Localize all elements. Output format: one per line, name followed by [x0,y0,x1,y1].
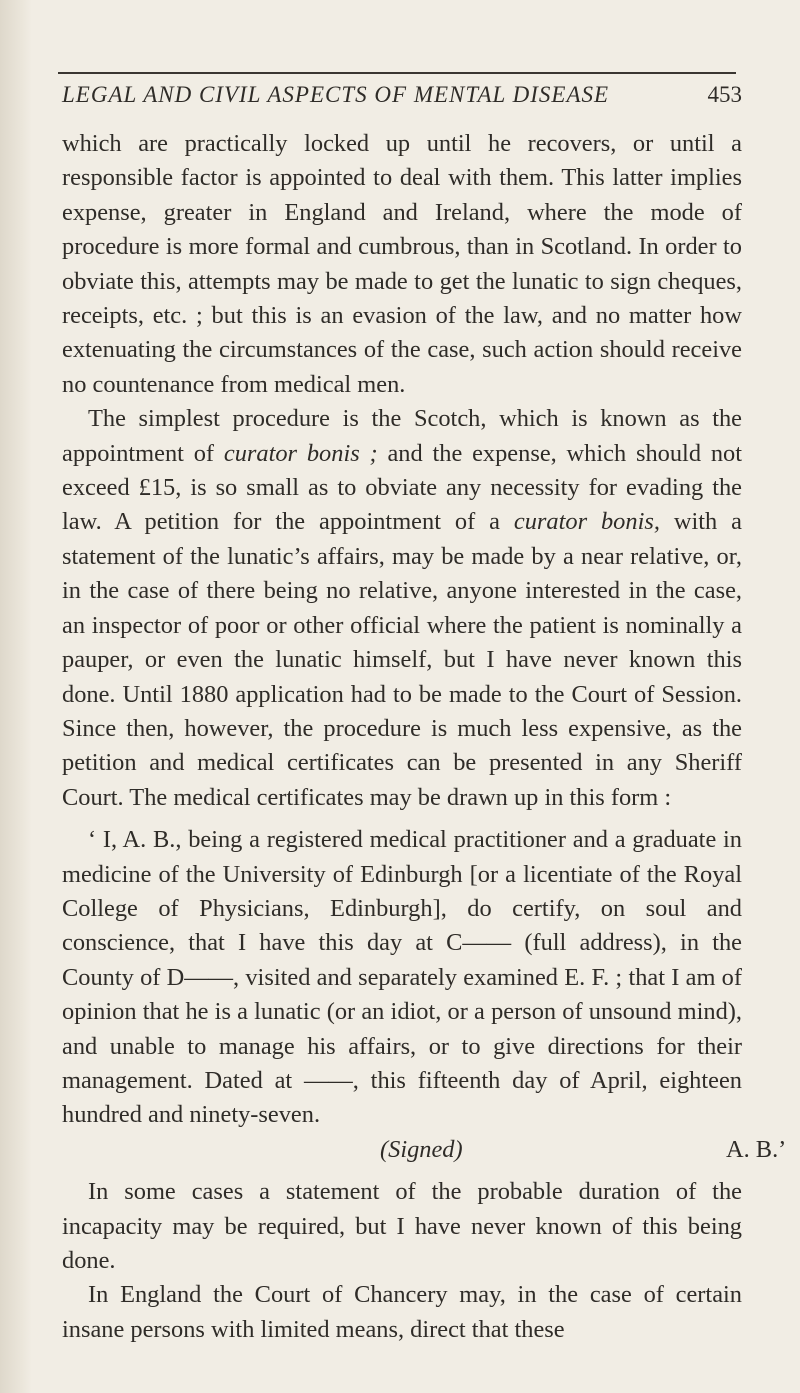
paragraph-5: In England the Court of Chancery may, in the case of certain insane persons with limited means, direct that these [62,1281,742,1343]
paragraph-2 [62,402,742,815]
running-head [62,82,742,116]
signature-line [62,1133,787,1167]
latin-term-curator-bonis: curator bonis ; [223,439,378,467]
running-head-title: LEGAL AND CIVIL ASPECTS OF MENTAL DISEASE [62,82,610,107]
paragraph-2-part-c: and the expense, which should not exceed £15, is so small as to obviate any necessity for evading the law. A petition for the appointment of a [62,439,742,536]
paragraph-4: In some cases a statement of the probable duration of the incapacity may be required, but I have never known of this being done. [62,1178,742,1274]
certificate-form-quote: ‘ I, A. B., being a registered medical practitioner and a graduate in medicine of the University of Edinburgh [or a licentiate of the Royal College of Physicians, Edinburgh], do certify, on soul and conscience, that I have this day at C—— (full address), in the County of D——, visited and separately examined E. F. ; that I am of opinion that he is a lunatic (or an idiot, or a person of unsound mind), and unable to manage his affairs, or to give directions for their management. Dated at ——, this fifteenth day of April, eighteen hundred and ninety-seven. [62,826,742,1129]
body-text [62,127,787,1347]
signature-name: A. B.’ [726,1135,787,1163]
page-number: 453 [707,82,742,107]
paragraph-2-part-a: The simplest procedure is the Scotch, which is known as the appointment of [62,405,742,467]
paragraph-2-part-e: with a statement of the lunatic’s affairs, may be made by a near relative, or, in the case of there being no relative, anyone interested in the case, an inspector of poor or other official where the patient is nominally a pauper, or even the lunatic himself, but I have never known this done. Until 1880 application had to be made to the Court of Session. Since then, however, the procedure is much less expensive, as the petition and medical certificates can be presented in any Sheriff Court. The medical certificates may be drawn up in this form : [62,508,742,811]
signed-label: (Signed) [380,1135,463,1163]
header-rule [58,72,736,74]
page-edge-shadow [0,0,32,1393]
latin-term-curator-bonis-2: curator bonis, [513,508,660,536]
paragraph-1: which are practically locked up until he recovers, or until a responsible factor is appointed to deal with them. This latter implies expense, greater in England and Ireland, where the mode of procedure is more formal and cumbrous, than in Scotland. In order to obviate this, attempts may be made to get the lunatic to sign cheques, receipts, etc. ; but this is an evasion of the law, and no matter how extenuating the circumstances of the case, such action should receive no countenance from medical men. [62,130,742,398]
